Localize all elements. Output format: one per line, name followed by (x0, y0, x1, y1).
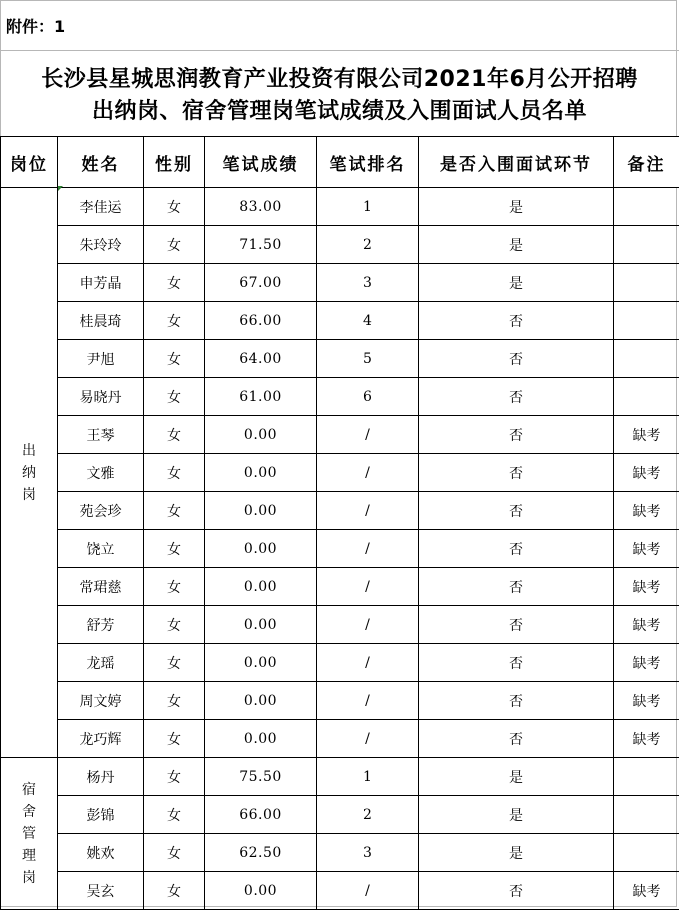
score-cell: 0.00 (205, 416, 317, 454)
shortlisted-cell: 否 (419, 606, 614, 644)
post-cell (1, 188, 58, 758)
name-cell: 文雅 (58, 454, 144, 492)
gender-cell: 女 (144, 872, 205, 910)
shortlisted-cell: 是 (419, 264, 614, 302)
score-cell: 0.00 (205, 492, 317, 530)
gender-cell: 女 (144, 834, 205, 872)
table-row (1, 226, 679, 264)
name-cell: 姚欢 (58, 834, 144, 872)
name-cell: 彭锦 (58, 796, 144, 834)
post-char: 管 (1, 823, 57, 845)
score-cell: 66.00 (205, 796, 317, 834)
gender-cell: 女 (144, 568, 205, 606)
header-post: 岗位 (1, 137, 58, 188)
rank-cell: 5 (317, 340, 419, 378)
gender-cell: 女 (144, 796, 205, 834)
results-table (0, 136, 679, 910)
note-cell (614, 302, 679, 340)
note-cell (614, 796, 679, 834)
name-cell: 尹旭 (58, 340, 144, 378)
post-char: 宿 (1, 779, 57, 801)
note-cell: 缺考 (614, 530, 679, 568)
note-cell: 缺考 (614, 720, 679, 758)
shortlisted-cell: 否 (419, 568, 614, 606)
table-row (1, 796, 679, 834)
name-cell: 桂晨琦 (58, 302, 144, 340)
table-row (1, 264, 679, 302)
gender-cell: 女 (144, 454, 205, 492)
rank-cell: / (317, 682, 419, 720)
title-line-2: 出纳岗、宿舍管理岗笔试成绩及入围面试人员名单 (0, 96, 679, 128)
header-score: 笔试成绩 (205, 137, 317, 188)
note-cell (614, 226, 679, 264)
rank-cell: 2 (317, 226, 419, 264)
shortlisted-cell: 否 (419, 454, 614, 492)
attachment-label: 附件：1 (6, 14, 65, 37)
shortlisted-cell: 否 (419, 872, 614, 910)
header-rank: 笔试排名 (317, 137, 419, 188)
score-cell: 64.00 (205, 340, 317, 378)
rank-cell: 4 (317, 302, 419, 340)
note-cell (614, 264, 679, 302)
note-cell: 缺考 (614, 872, 679, 910)
score-cell: 0.00 (205, 720, 317, 758)
name-cell: 龙瑶 (58, 644, 144, 682)
post-char: 岗 (1, 484, 57, 506)
gender-cell: 女 (144, 606, 205, 644)
note-cell (614, 834, 679, 872)
score-cell: 0.00 (205, 454, 317, 492)
post-char: 舍 (1, 801, 57, 823)
rank-cell: 6 (317, 378, 419, 416)
rank-cell: / (317, 606, 419, 644)
table-row (1, 568, 679, 606)
name-cell: 朱玲玲 (58, 226, 144, 264)
table-row (1, 454, 679, 492)
note-cell: 缺考 (614, 416, 679, 454)
gender-cell: 女 (144, 530, 205, 568)
rank-cell: / (317, 454, 419, 492)
score-cell: 0.00 (205, 606, 317, 644)
table-row (1, 834, 679, 872)
gender-cell: 女 (144, 416, 205, 454)
shortlisted-cell: 否 (419, 340, 614, 378)
note-cell: 缺考 (614, 644, 679, 682)
table-row (1, 416, 679, 454)
rank-cell: 3 (317, 834, 419, 872)
post-cell (1, 758, 58, 910)
score-cell: 83.00 (205, 188, 317, 226)
post-char: 理 (1, 845, 57, 867)
cell-comment-marker (58, 186, 63, 191)
gender-cell: 女 (144, 226, 205, 264)
shortlisted-cell: 否 (419, 378, 614, 416)
gender-cell: 女 (144, 758, 205, 796)
note-cell: 缺考 (614, 454, 679, 492)
table-row (1, 872, 679, 910)
post-char: 岗 (1, 867, 57, 889)
rank-cell: / (317, 530, 419, 568)
name-cell: 常珺慈 (58, 568, 144, 606)
score-cell: 75.50 (205, 758, 317, 796)
table-row (1, 302, 679, 340)
name-cell: 龙巧辉 (58, 720, 144, 758)
rank-cell: / (317, 644, 419, 682)
score-cell: 71.50 (205, 226, 317, 264)
rank-cell: 1 (317, 188, 419, 226)
shortlisted-cell: 是 (419, 188, 614, 226)
table-row (1, 758, 679, 796)
note-cell (614, 340, 679, 378)
shortlisted-cell: 是 (419, 834, 614, 872)
header-name: 姓名 (58, 137, 144, 188)
name-cell: 舒芳 (58, 606, 144, 644)
gender-cell: 女 (144, 340, 205, 378)
shortlisted-cell: 否 (419, 644, 614, 682)
name-cell: 李佳运 (58, 188, 144, 226)
shortlisted-cell: 否 (419, 720, 614, 758)
name-cell: 王琴 (58, 416, 144, 454)
gender-cell: 女 (144, 492, 205, 530)
shortlisted-cell: 是 (419, 226, 614, 264)
shortlisted-cell: 否 (419, 530, 614, 568)
score-cell: 0.00 (205, 568, 317, 606)
score-cell: 0.00 (205, 872, 317, 910)
title-line-1: 长沙县星城思润教育产业投资有限公司2021年6月公开招聘 (0, 64, 679, 96)
results-body (1, 188, 679, 910)
gender-cell: 女 (144, 682, 205, 720)
gender-cell: 女 (144, 378, 205, 416)
name-cell: 饶立 (58, 530, 144, 568)
rank-cell: / (317, 720, 419, 758)
note-cell (614, 188, 679, 226)
name-cell: 申芳晶 (58, 264, 144, 302)
header-gender: 性别 (144, 137, 205, 188)
gender-cell: 女 (144, 188, 205, 226)
table-row (1, 644, 679, 682)
rank-cell: / (317, 416, 419, 454)
note-cell: 缺考 (614, 682, 679, 720)
name-cell: 易晓丹 (58, 378, 144, 416)
post-char: 纳 (1, 462, 57, 484)
shortlisted-cell: 否 (419, 682, 614, 720)
rank-cell: / (317, 492, 419, 530)
score-cell: 0.00 (205, 644, 317, 682)
table-row (1, 492, 679, 530)
header-shortlisted: 是否入围面试环节 (419, 137, 614, 188)
name-cell: 吴玄 (58, 872, 144, 910)
rank-cell: / (317, 568, 419, 606)
header-row (1, 137, 679, 188)
name-cell: 杨丹 (58, 758, 144, 796)
score-cell: 66.00 (205, 302, 317, 340)
rank-cell: 2 (317, 796, 419, 834)
table-row (1, 340, 679, 378)
table-row (1, 188, 679, 226)
score-cell: 61.00 (205, 378, 317, 416)
note-cell: 缺考 (614, 568, 679, 606)
shortlisted-cell: 是 (419, 796, 614, 834)
score-cell: 0.00 (205, 530, 317, 568)
note-cell (614, 378, 679, 416)
table-row (1, 682, 679, 720)
name-cell: 周文婷 (58, 682, 144, 720)
rank-cell: 3 (317, 264, 419, 302)
score-cell: 0.00 (205, 682, 317, 720)
post-char: 出 (1, 440, 57, 462)
gender-cell: 女 (144, 720, 205, 758)
table-row (1, 720, 679, 758)
rank-cell: / (317, 872, 419, 910)
table-row (1, 530, 679, 568)
gender-cell: 女 (144, 302, 205, 340)
shortlisted-cell: 是 (419, 758, 614, 796)
score-cell: 67.00 (205, 264, 317, 302)
shortlisted-cell: 否 (419, 302, 614, 340)
document-title (0, 50, 679, 136)
table-row (1, 606, 679, 644)
shortlisted-cell: 否 (419, 492, 614, 530)
score-cell: 62.50 (205, 834, 317, 872)
rank-cell: 1 (317, 758, 419, 796)
gender-cell: 女 (144, 264, 205, 302)
note-cell (614, 758, 679, 796)
note-cell: 缺考 (614, 606, 679, 644)
header-note: 备注 (614, 137, 679, 188)
table-row (1, 378, 679, 416)
gender-cell: 女 (144, 644, 205, 682)
shortlisted-cell: 否 (419, 416, 614, 454)
note-cell: 缺考 (614, 492, 679, 530)
name-cell: 苑会珍 (58, 492, 144, 530)
